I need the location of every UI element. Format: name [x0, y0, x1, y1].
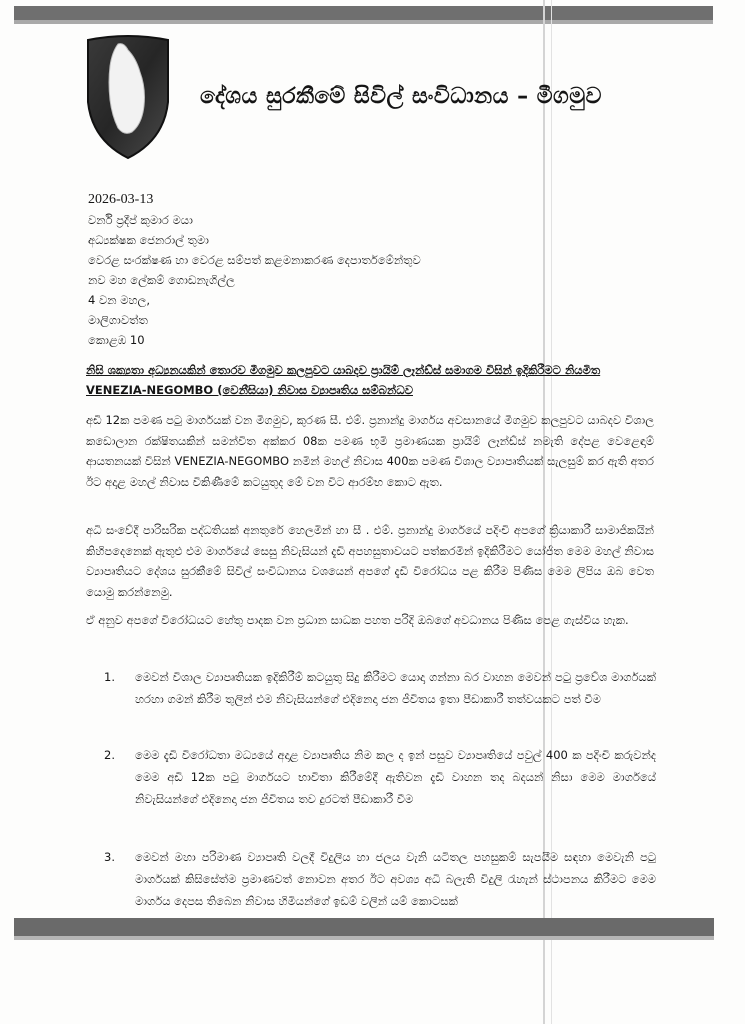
list-item-text: මෙවන් මහා පරිමාණ ව්‍යාපෘති වලදී විදුලිය හා ජලය වැනි යටිතල පහසුකම් සැපයීම සඳහා මෙවැනි පටු මාර්ගයක් කිසිසේත්ම ප්‍රමාණවත් නොවන අතර ඊට අවශ්‍ය අධි බලැති විදුලි රැහැන් ස්ථාපනය කිරීමට මෙම මාර්ගය දෙපස තිබෙන නිවාස හිමියන්ගේ ඉඩම් වලින් යම් කොටසක්	[135, 850, 656, 908]
footer-bar	[14, 918, 714, 936]
recipient-address	[88, 210, 421, 350]
recipient-department: වෙරළ සංරක්ෂණ හා වෙරළ සම්පත් කළමනාකරණ දෙපාර්තමේන්තුව	[88, 253, 421, 267]
list-item-number: 2.	[104, 748, 115, 762]
letter-date: 2026-03-13	[88, 192, 154, 207]
recipient-city: කොළඹ 10	[88, 333, 145, 347]
body-paragraph-2: අධි සංවේදී පාරිසරික පද්ධතියක් අනතුරේ හෙලමින් හා සී . එම්. ප්‍රනාන්දු මාර්ගයේ පදිංචි අපගේ ක්‍රියාකාරී සාමාජිකයින් කිහිපදෙනෙක් ඇතුළු එම මාර්ගයේ සෙසු නිවැසියන් දැඩි අපහසුතාවයට පත්කරමින් ඉදිකිරීමට යෝජිත මෙම මහල් නිවාස ව්‍යාපෘතියට දේශය සුරකීමේ සිවිල් සංවිධානය වශයෙන් අපගේ දැඩි විරෝධය පළ කිරීම පිණිස මෙම ලිපිය ඔබ වෙත යොමු කරන්නෙමු.	[86, 523, 654, 599]
organization-title: දේශය සුරකීමේ සිවිල් සංවිධානය – මීගමුව	[200, 84, 602, 109]
list-item-number: 3.	[104, 850, 115, 864]
recipient-title: අධ්‍යක්ෂක ජෙනරාල් තුමා	[88, 233, 209, 247]
recipient-name: වර්නි ප්‍රදීප් කුමාර මයා	[88, 213, 193, 227]
list-item-number: 1.	[104, 670, 115, 684]
recipient-area: මාලිගාවත්ත	[88, 313, 148, 327]
header-bar	[14, 6, 713, 20]
header-bar-shadow	[14, 20, 713, 24]
recipient-floor: 4 වන මහල,	[88, 293, 150, 307]
list-item-text: මෙම දැඩි විරෝධතා මධ්‍යයේ අදාළ ව්‍යාපෘතිය නිම කල ද ඉන් පසුව ව්‍යාපෘතියේ පවුල් 400 ක පදිංචි කරුවන්ද මෙම අඩි 12ක පටු මාර්ගයට භාවිතා කිරීමේදී ඇතිවන දැඩි වාහන තද බදයන් නිසා මෙම මාර්ගයේ නිවැසියන්ගේ එදිනෙදා ජන ජීවිතය තව දුරටත් පීඩාකාරී වීම	[135, 748, 656, 806]
footer-bar-shadow	[14, 936, 714, 940]
body-paragraph-3: ඒ අනුව අපගේ විරෝධයට හේතු පාදක වන ප්‍රධාන සාධක පහත පරිදි ඔබගේ අවධානය පිණිස පෙළ ගැස්විය හැක.	[86, 613, 629, 627]
body-paragraph-1: අඩි 12ක පමණ පටු මාර්ගයක් වන මීගමුව, කුරණ සී. එම්. ප්‍රනාන්දු මාර්ගය අවසානයේ මීගමුව කලපුවට යාබදව විශාල කඩොලාන රක්ෂිතයකින් සමන්විත අක්කර 08ක පමණ භූමි ප්‍රමාණයක ප්‍රායිම් ලෑන්ඩ්ස් නමැති දේපළ වෙළෙඳාම් ආයතනයක් විසින් VENEZIA-NEGOMBO නමින් මහල් නිවාස 400ක පමණ විශාල ව්‍යාපෘතියක් සැලසුම් කර ඇති අතර ඊට අදාළ මහල් නිවාස විකිණීමේ කටයුතුද මේ වන විට ආරම්භ කොට ඇත.	[86, 413, 654, 489]
recipient-building: නව මහ ලේකම් ගොඩනැගිල්ල	[88, 273, 235, 287]
letter-subject: නිසි ශක්‍යතා අධ්‍යනයකින් තොරව මීගමුව කලපුවට යාබදව ප්‍රායිම් ලෑන්ඩ්ස් සමාගම විසින් ඉදිකිරීමට නියමිත VENEZIA-NEGOMBO (වෙනීසියා) නිවාස ව්‍යාපෘතිය සම්බන්ධව	[86, 363, 601, 397]
list-item-text: මෙවන් විශාල ව්‍යාපෘතියක ඉදිකිරීම් කටයුතු සිදු කිරීමට යොදා ගන්නා බර වාහන මෙවන් පටු ප්‍රවේශ මාර්ගයක් හරහා ගමන් කිරීම තුලින් එම නිවැසියන්ගේ එදිනෙදා ජන ජීවිතය ඉතා පීඩාකාරී තත්වයකට පත් වීම	[135, 670, 656, 706]
sri-lanka-map-shield-icon	[84, 32, 172, 160]
